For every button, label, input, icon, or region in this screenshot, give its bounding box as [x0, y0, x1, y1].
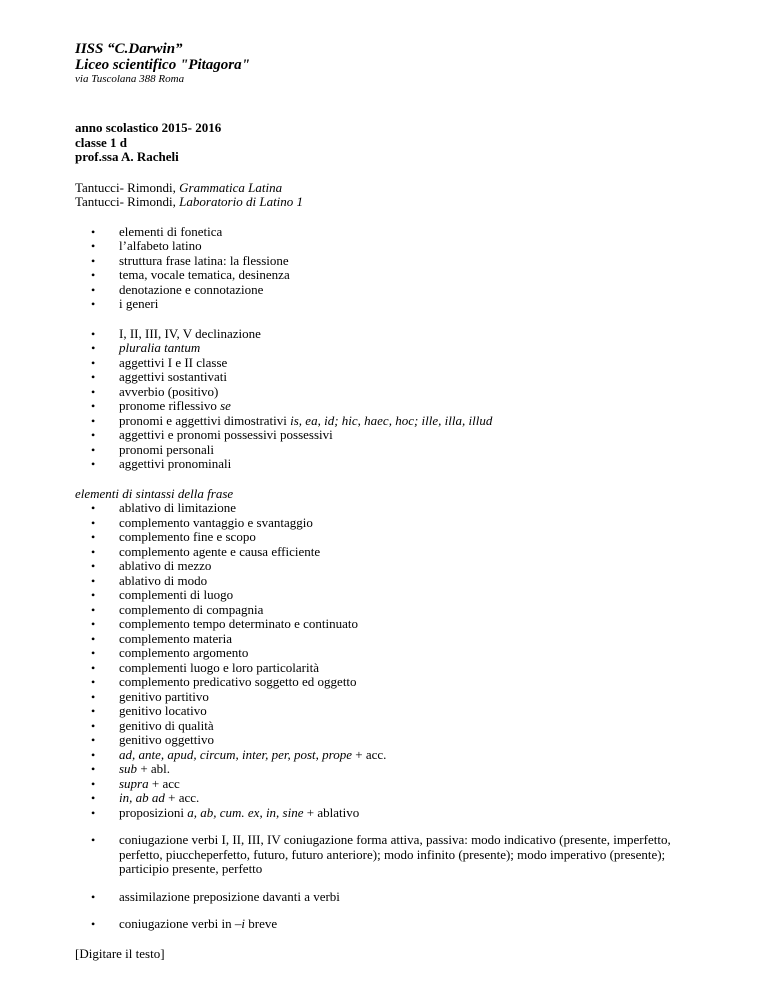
- list-item: • l’alfabeto latino: [75, 239, 715, 254]
- i-verbs-list: [75, 917, 715, 932]
- item-text-italic: sub: [119, 761, 138, 776]
- book-authors: Tantucci- Rimondi,: [75, 179, 180, 195]
- list-item: [75, 748, 715, 763]
- list-item: • ablativo di limitazione: [75, 501, 715, 516]
- liceo-name: Liceo scientifico "Pitagora": [75, 57, 250, 73]
- item-text-italic: –i: [234, 916, 246, 931]
- assimilation-list: [75, 890, 715, 905]
- item-text: + acc.: [352, 746, 387, 762]
- list-item: • avverbio (positivo): [75, 385, 715, 400]
- item-text-italic: haec, hoc; ille, illa, illud: [364, 412, 493, 428]
- item-text-italic: se: [220, 398, 231, 413]
- item-text: + acc.: [164, 790, 200, 805]
- item-text: breve: [245, 916, 278, 931]
- list-item: • genitivo oggettivo: [75, 733, 715, 748]
- list-item: • ablativo di mezzo: [75, 559, 715, 574]
- list-item: • complementi di luogo: [75, 588, 715, 603]
- list-item: [75, 777, 715, 792]
- list-item: • aggettivi sostantivati: [75, 370, 715, 385]
- school-address: via Tuscolana 388 Roma: [75, 73, 185, 85]
- book-title: Grammatica Latina: [179, 179, 283, 195]
- list-item: • complemento agente e causa efficiente: [75, 545, 715, 560]
- list-item: • denotazione e connotazione: [75, 283, 715, 298]
- item-text-italic: a, ab, cum. ex, in, sine: [187, 804, 304, 820]
- book-authors: Tantucci- Rimondi,: [75, 194, 180, 209]
- item-text-italic: in, ab ad: [119, 790, 165, 805]
- item-text: pronomi e aggettivi dimostrativi: [119, 412, 291, 428]
- morphology-list: [75, 327, 715, 472]
- list-item: • assimilazione preposizione davanti a verbi: [75, 890, 715, 905]
- school-year: anno scolastico 2015- 2016: [75, 120, 222, 135]
- footer-placeholder: [Digitare il testo]: [75, 945, 165, 961]
- item-text: proposizioni: [119, 804, 188, 820]
- syntax-list: [75, 501, 715, 820]
- teacher-name: prof.ssa A. Racheli: [75, 149, 179, 164]
- list-item: • i generi: [75, 297, 715, 312]
- list-item: • ablativo di modo: [75, 574, 715, 589]
- item-text: + acc: [148, 775, 180, 791]
- list-item: • elementi di fonetica: [75, 225, 715, 240]
- class-name: classe 1 d: [75, 134, 127, 150]
- list-item: • genitivo locativo: [75, 704, 715, 719]
- item-text-italic: ad, ante, apud, circum, inter, per, post, prope: [119, 746, 353, 762]
- list-item: • pluralia tantum: [75, 341, 715, 356]
- syntax-heading: elementi di sintassi della frase: [75, 485, 234, 501]
- list-item: • aggettivi I e II classe: [75, 356, 715, 371]
- list-item: • pronomi personali: [75, 443, 715, 458]
- verbs-list: [75, 833, 715, 877]
- item-text-italic: supra: [119, 775, 149, 791]
- list-item: • complemento fine e scopo: [75, 530, 715, 545]
- list-item: • aggettivi e pronomi possessivi possessivi: [75, 428, 715, 443]
- list-item: [75, 806, 715, 821]
- list-item: [75, 414, 715, 429]
- textbook-line: [75, 181, 715, 196]
- list-item: • complemento predicativo soggetto ed oggetto: [75, 675, 715, 690]
- list-item: • I, II, III, IV, V declinazione: [75, 327, 715, 342]
- document-page: [75, 41, 715, 961]
- list-item: [75, 399, 715, 414]
- list-item: [75, 791, 715, 806]
- list-item: [75, 917, 715, 932]
- textbook-line: [75, 195, 715, 210]
- phonetics-list: [75, 225, 715, 312]
- course-info: [75, 121, 715, 165]
- list-item: • complementi luogo e loro particolarità: [75, 661, 715, 676]
- list-item: • struttura frase latina: la flessione: [75, 254, 715, 269]
- list-item: • genitivo di qualità: [75, 719, 715, 734]
- list-item: • genitivo partitivo: [75, 690, 715, 705]
- list-item: • complemento materia: [75, 632, 715, 647]
- item-text: + ablativo: [303, 804, 360, 820]
- list-item: • complemento vantaggio e svantaggio: [75, 516, 715, 531]
- textbooks: [75, 181, 715, 210]
- list-item: • coniugazione verbi I, II, III, IV coniugazione forma attiva, passiva: modo indicativo (presente, imperfetto, perfetto, piuccheperfetto, futuro, futuro anteriore); modo infinito (presente); modo imperativo (presente); participio presente, perfetto: [75, 833, 715, 877]
- item-text: pronome riflessivo: [119, 398, 221, 413]
- list-item: • aggettivi pronominali: [75, 457, 715, 472]
- list-item: [75, 762, 715, 777]
- item-text: + abl.: [137, 761, 171, 776]
- item-text: coniugazione verbi in: [119, 916, 235, 931]
- list-item: • complemento di compagnia: [75, 603, 715, 618]
- book-title: Laboratorio di Latino 1: [179, 194, 304, 209]
- item-text-italic: is, ea, id; hic: [290, 412, 358, 428]
- list-item: • tema, vocale tematica, desinenza: [75, 268, 715, 283]
- school-name: IISS “C.Darwin”: [75, 41, 183, 57]
- item-text: ,: [357, 412, 365, 428]
- list-item: • complemento tempo determinato e continuato: [75, 617, 715, 632]
- list-item: • complemento argomento: [75, 646, 715, 661]
